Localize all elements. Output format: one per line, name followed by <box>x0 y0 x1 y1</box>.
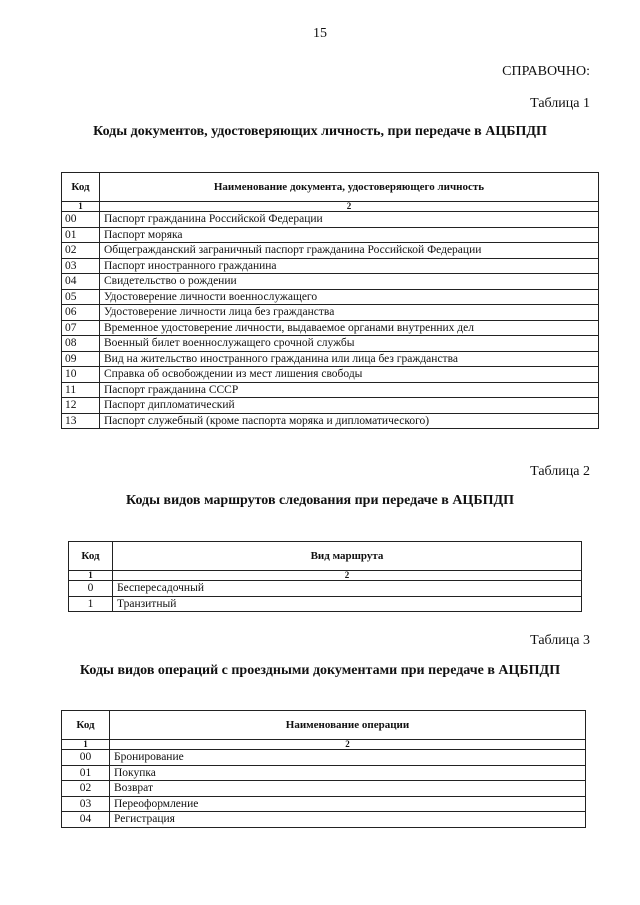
column-number-1: 1 <box>62 202 100 212</box>
row-name: Паспорт дипломатический <box>100 398 599 414</box>
row-code: 01 <box>62 765 110 781</box>
page-number: 15 <box>313 26 327 41</box>
table-row <box>69 581 582 597</box>
row-code: 00 <box>62 212 100 228</box>
column-number-2: 2 <box>113 571 582 581</box>
row-code: 11 <box>62 382 100 398</box>
table-row <box>62 258 599 274</box>
table-row <box>62 812 586 828</box>
row-name: Удостоверение личности военнослужащего <box>100 289 599 305</box>
column-number-row <box>62 202 599 212</box>
row-code: 00 <box>62 750 110 766</box>
row-name: Паспорт гражданина Российской Федерации <box>100 212 599 228</box>
table-header-row <box>62 711 586 740</box>
table-2-title: Коды видов маршрутов следования при передаче в АЦБПДП <box>125 493 514 508</box>
row-code: 06 <box>62 305 100 321</box>
id-documents-table <box>61 172 599 429</box>
row-code: 1 <box>69 596 113 612</box>
row-name: Бронирование <box>110 750 586 766</box>
table-row <box>62 212 599 228</box>
column-number-1: 1 <box>62 740 110 750</box>
row-code: 02 <box>62 243 100 259</box>
row-code: 13 <box>62 413 100 429</box>
row-code: 08 <box>62 336 100 352</box>
row-code: 03 <box>62 258 100 274</box>
table-3-title: Коды видов операций с проездными документами при передаче в АЦБПДП <box>79 663 561 678</box>
table-row <box>62 274 599 290</box>
row-name: Паспорт служебный (кроме паспорта моряка и дипломатического) <box>100 413 599 429</box>
row-name: Беспересадочный <box>113 581 582 597</box>
row-name: Временное удостоверение личности, выдаваемое органами внутренних дел <box>100 320 599 336</box>
row-name: Возврат <box>110 781 586 797</box>
column-number-1: 1 <box>69 571 113 581</box>
row-name: Покупка <box>110 765 586 781</box>
table-row <box>62 336 599 352</box>
table-row <box>62 243 599 259</box>
column-number-row <box>62 740 586 750</box>
column-number-row <box>69 571 582 581</box>
row-code: 04 <box>62 812 110 828</box>
row-code: 04 <box>62 274 100 290</box>
row-name: Свидетельство о рождении <box>100 274 599 290</box>
row-name: Удостоверение личности лица без гражданства <box>100 305 599 321</box>
row-name: Общегражданский заграничный паспорт гражданина Российской Федерации <box>100 243 599 259</box>
table-row <box>62 320 599 336</box>
route-types-table <box>68 541 582 612</box>
operation-types-table <box>61 710 586 828</box>
row-name: Паспорт иностранного гражданина <box>100 258 599 274</box>
row-name: Регистрация <box>110 812 586 828</box>
table-row <box>69 596 582 612</box>
row-name: Вид на жительство иностранного гражданина или лица без гражданства <box>100 351 599 367</box>
column-header-name: Наименование операции <box>110 711 586 740</box>
table-row <box>62 367 599 383</box>
table-row <box>62 398 599 414</box>
row-name: Военный билет военнослужащего срочной службы <box>100 336 599 352</box>
column-header-code: Код <box>69 542 113 571</box>
row-name: Справка об освобождении из мест лишения свободы <box>100 367 599 383</box>
column-header-name: Вид маршрута <box>113 542 582 571</box>
row-name: Транзитный <box>113 596 582 612</box>
table-1-label: Таблица 1 <box>530 96 590 111</box>
table-row <box>62 382 599 398</box>
table-row <box>62 351 599 367</box>
row-code: 03 <box>62 796 110 812</box>
table-row <box>62 796 586 812</box>
table-2-label: Таблица 2 <box>530 464 590 479</box>
reference-note: СПРАВОЧНО: <box>502 64 590 79</box>
table-row <box>62 781 586 797</box>
row-code: 0 <box>69 581 113 597</box>
column-header-code: Код <box>62 711 110 740</box>
row-name: Переоформление <box>110 796 586 812</box>
table-row <box>62 413 599 429</box>
table-1-title: Коды документов, удостоверяющих личность, при передаче в АЦБПДП <box>93 124 547 139</box>
row-code: 02 <box>62 781 110 797</box>
table-row <box>62 227 599 243</box>
row-code: 07 <box>62 320 100 336</box>
row-code: 05 <box>62 289 100 305</box>
column-header-code: Код <box>62 173 100 202</box>
row-name: Паспорт моряка <box>100 227 599 243</box>
row-code: 09 <box>62 351 100 367</box>
row-code: 01 <box>62 227 100 243</box>
table-row <box>62 765 586 781</box>
table-header-row <box>69 542 582 571</box>
column-number-2: 2 <box>110 740 586 750</box>
table-row <box>62 305 599 321</box>
column-header-name: Наименование документа, удостоверяющего личность <box>100 173 599 202</box>
table-row <box>62 289 599 305</box>
table-3-label: Таблица 3 <box>530 633 590 648</box>
row-code: 10 <box>62 367 100 383</box>
row-name: Паспорт гражданина СССР <box>100 382 599 398</box>
table-header-row <box>62 173 599 202</box>
row-code: 12 <box>62 398 100 414</box>
table-row <box>62 750 586 766</box>
column-number-2: 2 <box>100 202 599 212</box>
